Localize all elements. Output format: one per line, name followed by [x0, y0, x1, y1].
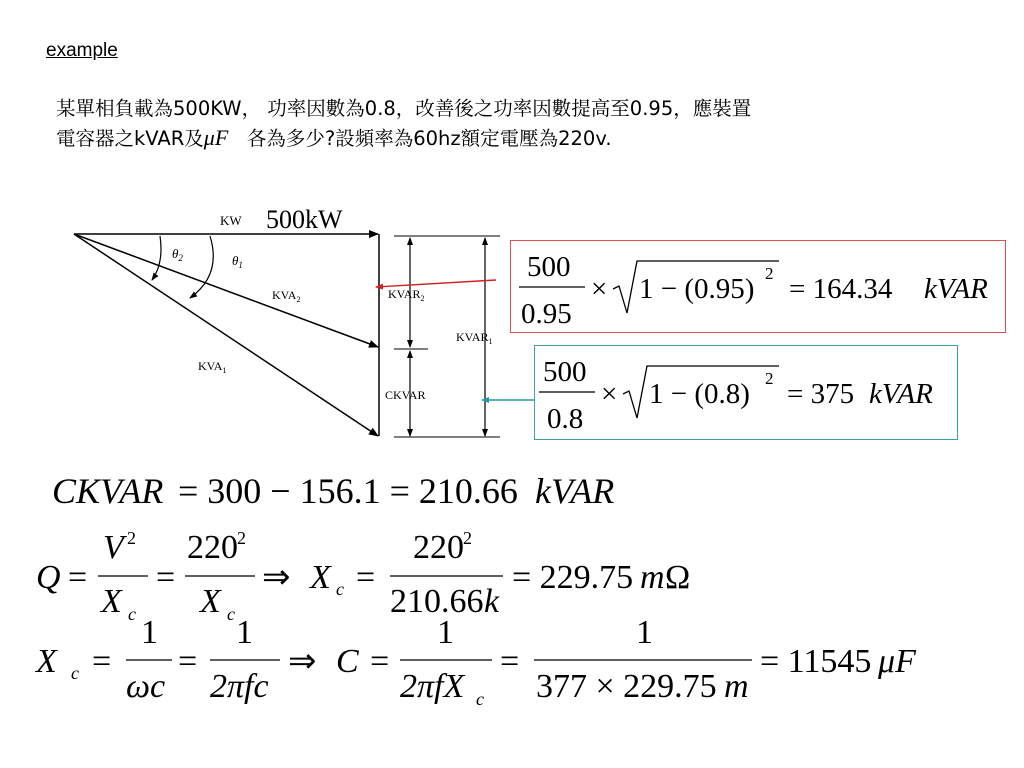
eq4-c3: c	[336, 579, 344, 599]
eq5-one-a: 1	[141, 614, 158, 651]
equation-kvar2-box	[510, 240, 1006, 333]
microfarad-symbol: μF	[203, 125, 229, 150]
equation-kvar2	[511, 241, 1005, 332]
eq5-C: C	[336, 643, 359, 680]
eq2-result: = 375	[787, 378, 855, 410]
eq5-2pifX: 2πfX	[400, 668, 465, 705]
kva1-vector	[74, 234, 378, 436]
eq4-exp-b: 2	[463, 528, 472, 548]
eq5-equals-4: =	[500, 643, 520, 680]
theta1-label: $\theta_1$	[232, 253, 243, 270]
theta2-label: $\theta_2$	[172, 246, 183, 263]
eq5-c2: c	[476, 689, 484, 709]
kvar1-label: $KVAR_1$	[456, 330, 493, 346]
power-triangle-diagram	[60, 195, 510, 445]
kva1-label: $KVA_1$	[198, 359, 227, 375]
eq5-c: c	[71, 663, 79, 683]
eq5-equals-2: =	[178, 643, 198, 680]
eq2-numerator: 500	[543, 356, 587, 388]
eq5-den-num: 377 × 229.75	[536, 668, 717, 705]
eq5-one-d: 1	[636, 614, 653, 651]
eq4-unit-m: m	[640, 559, 665, 596]
eq5-den-m: m	[724, 668, 749, 705]
eq4-den3: 210.66	[390, 583, 484, 620]
problem-line-2-start: 電容器之kVAR及	[56, 127, 204, 150]
eq2-unit: kVAR	[869, 378, 933, 410]
eq4-220-a: 220	[187, 529, 238, 566]
eq5-one-b: 1	[236, 614, 253, 651]
eq1-radicand: 1 − (0.95)	[639, 273, 755, 305]
eq4-220-b: 220	[413, 529, 464, 566]
kva2-label: $KVA_2$	[272, 288, 301, 304]
eq4-X1: X	[101, 583, 122, 620]
equation-kvar1-box	[534, 345, 958, 440]
eq5-implies: ⇒	[288, 643, 317, 680]
eq4-den3-k: k	[484, 583, 500, 620]
eq4-result: = 229.75	[512, 559, 634, 596]
eq4-exp-a: 2	[237, 528, 246, 548]
eq5-one-c: 1	[437, 614, 454, 651]
eq4-equals-1: =	[68, 559, 88, 596]
eq2-radicand: 1 − (0.8)	[649, 378, 750, 410]
eq5-2pifc: 2πfc	[210, 668, 269, 705]
eq1-numerator: 500	[527, 251, 571, 283]
eq4-V: V	[103, 529, 124, 566]
kw-label: KW	[220, 213, 242, 228]
kw-value: 500kW	[266, 205, 343, 234]
theta2-arc	[152, 236, 161, 280]
eq1-times: ×	[591, 273, 608, 305]
eq4-c2: c	[227, 604, 235, 624]
eq4-X2: X	[200, 583, 221, 620]
eq4-unit-ohm: Ω	[665, 559, 691, 596]
eq1-unit: kVAR	[924, 273, 988, 305]
eq4-V-exp: 2	[127, 528, 136, 548]
problem-line-2	[56, 123, 976, 153]
eq2-times: ×	[601, 378, 618, 410]
eq4-equals-3: =	[356, 559, 376, 596]
kvar2-label: $KVAR_2$	[388, 287, 425, 303]
eq1-result: = 164.34	[789, 273, 893, 305]
eq5-result: = 11545	[760, 643, 872, 680]
eq5-omega-c: ωc	[126, 668, 166, 705]
eq1-exponent: 2	[765, 264, 774, 283]
eq3-unit: kVAR	[535, 471, 615, 511]
kva2-vector	[74, 234, 378, 347]
eq4-Xc: X	[310, 559, 331, 596]
eq5-unit: μF	[878, 643, 916, 680]
problem-statement	[56, 94, 976, 153]
eq3-lhs: CKVAR	[52, 471, 164, 511]
eq4-c1: c	[128, 604, 136, 624]
eq2-denominator: 0.8	[547, 403, 584, 435]
eq4-implies: ⇒	[262, 559, 291, 596]
eq5-X: X	[36, 643, 57, 680]
eq2-exponent: 2	[765, 369, 774, 388]
eq4-equals-2: =	[156, 559, 176, 596]
eq5-equals-3: =	[370, 643, 390, 680]
example-heading: example	[46, 40, 118, 61]
problem-line-2-end: 各為多少?設頻率為60hz額定電壓為220v.	[228, 127, 612, 150]
problem-line-1: 某單相負載為500KW， 功率因數為0.8，改善後之功率因數提高至0.95，應裝置	[56, 97, 752, 120]
eq4-Q: Q	[36, 559, 61, 596]
equation-kvar1	[535, 346, 957, 439]
ckvar-label: CKVAR	[385, 388, 426, 402]
theta1-arc	[190, 236, 213, 298]
eq3-rhs: = 300 − 156.1 = 210.66	[178, 471, 518, 511]
eq5-equals-1: =	[92, 643, 112, 680]
eq1-denominator: 0.95	[521, 298, 572, 330]
